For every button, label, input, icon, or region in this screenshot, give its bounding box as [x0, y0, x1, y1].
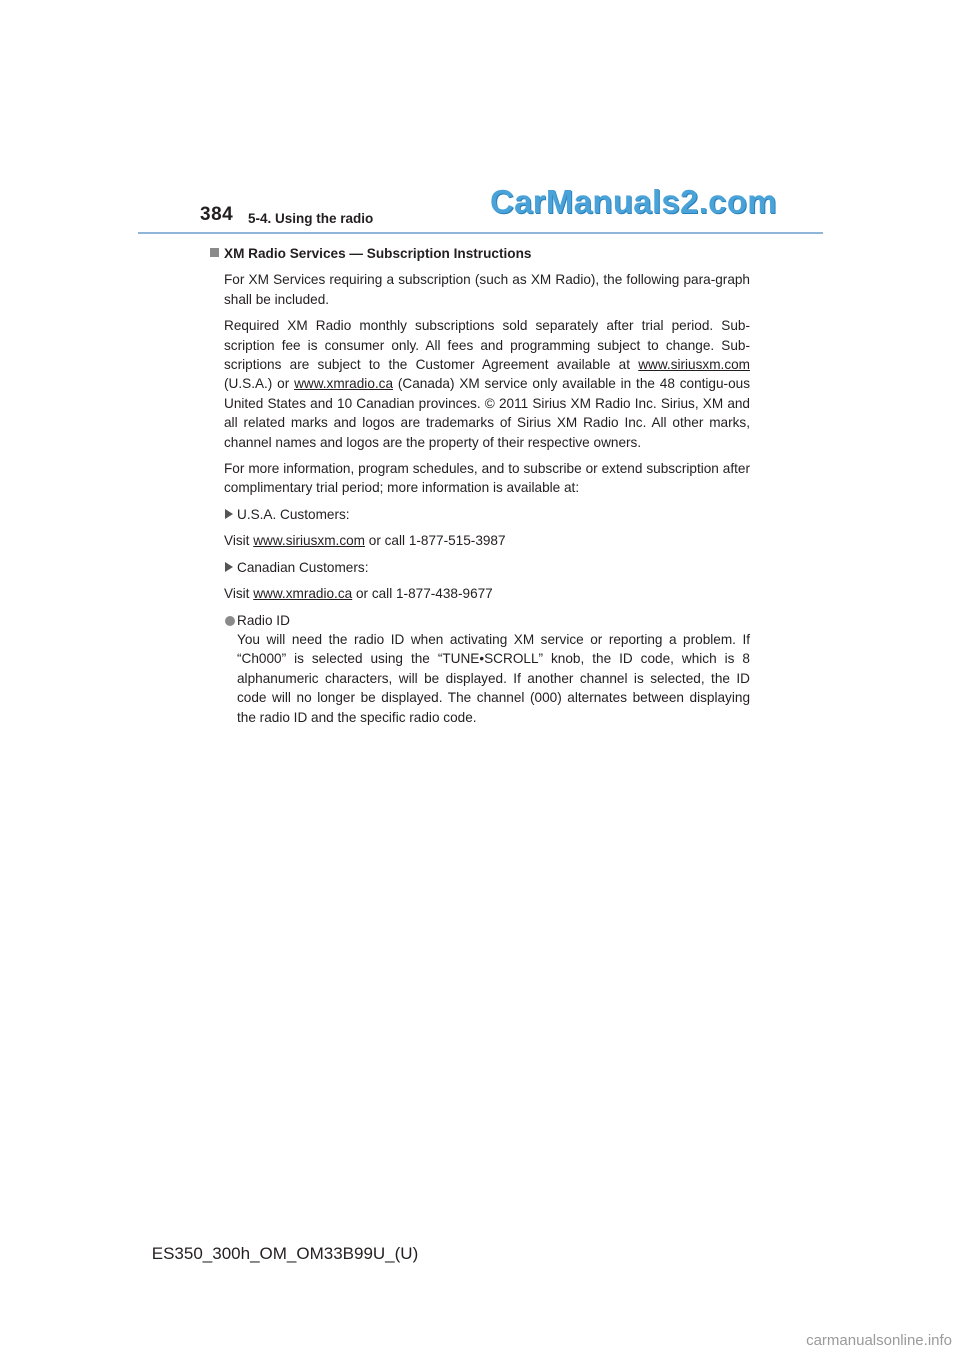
canada-visit-text: Visit [224, 586, 254, 602]
triangle-bullet-icon [225, 562, 233, 572]
section-title: 5-4. Using the radio [248, 211, 374, 226]
paragraph-subscription-text-a: Required XM Radio monthly subscriptions sold separately after trial period. Sub-scription fee is consumer only. All fees and programming subject to change. Sub-scriptions are subject to the Customer Agreement available at [224, 318, 750, 373]
document-code: ES350_300h_OM_OM33B99U_(U) [151, 1244, 419, 1263]
canada-customers-label: Canadian Customers: [237, 559, 369, 575]
usa-call-text: or call 1-877-515-3987 [365, 533, 506, 549]
canada-xmradio-link[interactable]: www.xmradio.ca [253, 586, 353, 602]
radio-id-description: You will need the radio ID when activating XM service or reporting a problem. If “Ch000” is selected using the “TUNE•SCROLL” knob, the ID code, which is 8 alphanumeric characters, will be displayed. If another channel is selected, the ID code will no longer be displayed. The channel (000) alternates between displaying the radio ID and the specific radio code. [237, 631, 750, 725]
paragraph-intro: For XM Services requiring a subscription (such as XM Radio), the following para-graph shall be included. [224, 272, 750, 307]
xmradio-link[interactable]: www.xmradio.ca [294, 376, 394, 392]
radio-id-title: Radio ID [237, 612, 290, 628]
page-footer [0, 1244, 960, 1264]
usa-siriusxm-link[interactable]: www.siriusxm.com [253, 533, 365, 549]
canada-contact-line [224, 584, 750, 603]
circle-bullet-icon [225, 616, 235, 626]
bottom-watermark[interactable]: carmanualsonline.info [806, 1332, 952, 1349]
page-header [0, 0, 960, 240]
usa-customers-item [224, 505, 750, 524]
canada-call-text: or call 1-877-438-9677 [352, 586, 493, 602]
subsection-heading [224, 244, 750, 263]
paragraph-subscription-text-b: (U.S.A.) or [224, 376, 295, 392]
usa-contact-line [224, 531, 750, 550]
page-number: 384 [200, 204, 234, 225]
square-bullet-icon [210, 248, 219, 257]
usa-customers-label: U.S.A. Customers: [237, 506, 350, 522]
page-content [224, 244, 750, 727]
triangle-bullet-icon [225, 509, 233, 519]
siriusxm-link[interactable]: www.siriusxm.com [638, 357, 750, 373]
header-divider [138, 232, 823, 234]
paragraph-subscription [224, 316, 750, 452]
watermark-logo[interactable]: CarManuals2.com [490, 183, 777, 220]
paragraph-subscription-text-c: (Canada) XM service only available in the 48 contigu-ous United States and 10 Canadian provinces. © 2011 Sirius XM Radio Inc. Sirius, XM and all related marks and logos are trademarks of Sirius XM Radio Inc. All other marks, channel names and logos are the property of their respective owners. [224, 376, 750, 450]
usa-visit-text: Visit [224, 533, 254, 549]
radio-id-item [224, 611, 750, 727]
canada-customers-item [224, 558, 750, 577]
paragraph-more-info: For more information, program schedules, and to subscribe or extend subscription after complimentary trial period; more information is available at: [224, 461, 750, 496]
subsection-heading-text: XM Radio Services — Subscription Instructions [224, 246, 532, 261]
